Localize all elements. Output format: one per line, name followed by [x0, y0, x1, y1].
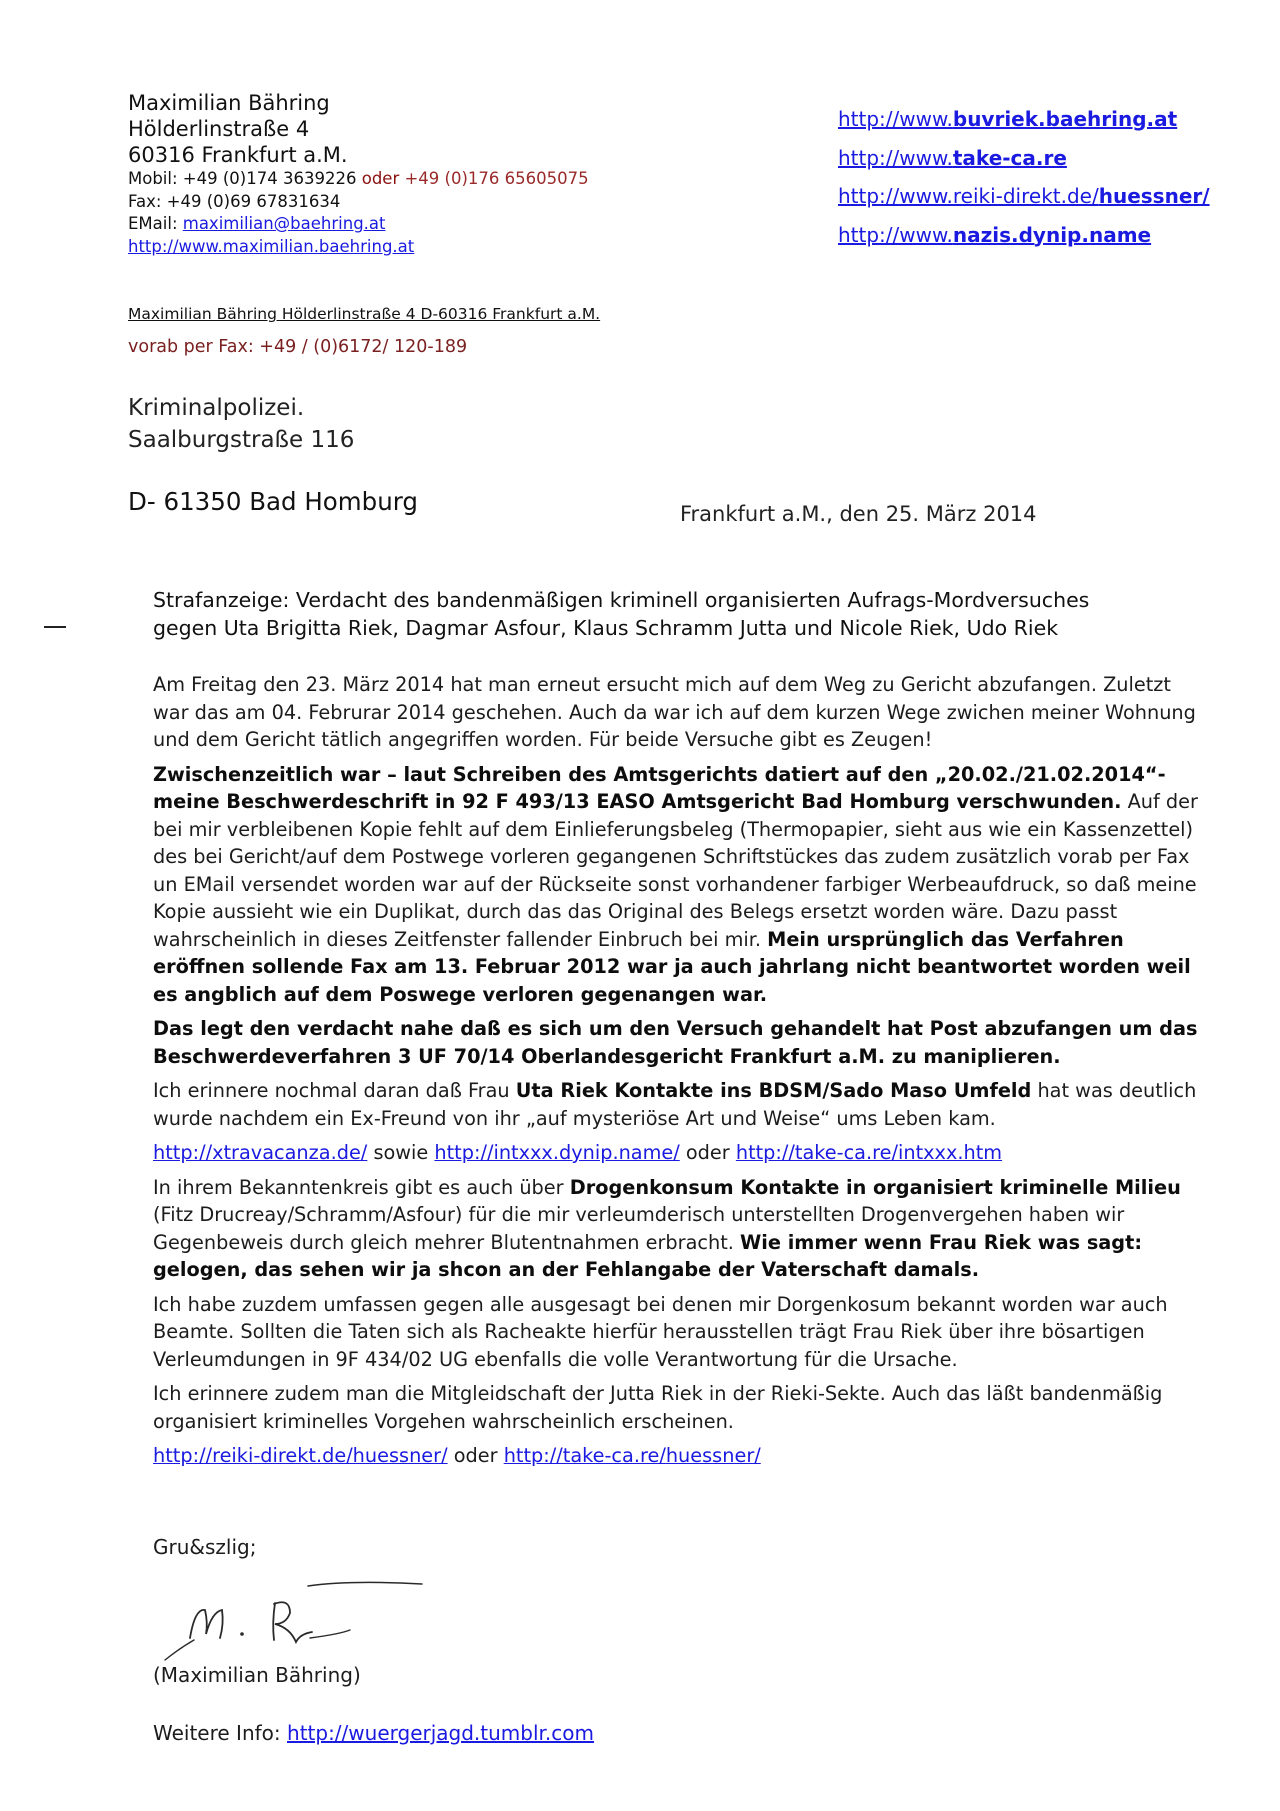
sender-name: Maximilian Bähring: [128, 91, 330, 115]
sender-block: [128, 90, 589, 258]
sender-fax-line: [128, 191, 589, 214]
header-link-1[interactable]: http://www.buvriek.baehring.at: [838, 107, 1178, 131]
mobile-2: +49 (0)176 65605075: [404, 169, 589, 188]
link-xtravacanza[interactable]: http://xtravacanza.de/: [153, 1141, 368, 1164]
paragraph-6: In ihrem Bekanntenkreis gibt es auch über Drogenkonsum Kontakte in organisiert kriminelle Milieu (Fitz Drucreay/Schramm/Asfour) für die mir verleumderisch unterstellten Drogenvergehen haben wir Gegenbeweis durch gleich mehrer Blutentnahmen erbracht. Wie immer wenn Frau Riek was sagt: gelogen, das sehen wir ja shcon an der Fehlangabe der Vaterschaft damals.: [153, 1175, 1181, 1281]
link-reiki-direkt[interactable]: http://reiki-direkt.de/huessner/: [153, 1444, 448, 1467]
subject-line-2: gegen Uta Brigitta Riek, Dagmar Asfour, Klaus Schramm Jutta und Nicole Riek, Udo Riek: [153, 616, 1059, 640]
paragraph-links-2: http://reiki-direkt.de/huessner/ oder http://take-ca.re/huessner/: [153, 1444, 761, 1467]
email-link[interactable]: maximilian@baehring.at: [182, 214, 386, 233]
greeting: Gru&szlig;: [153, 1535, 257, 1559]
paragraph-8: Ich erinnere zudem man die Mitgleidschaft der Jutta Riek in der Rieki-Sekte. Auch das läßt bandenmäßig organisiert kriminelles Vorgehen wahrscheinlich erscheinen.: [153, 1382, 1163, 1433]
handwritten-signature: [150, 1568, 480, 1668]
subject: [153, 586, 1089, 642]
paragraph-2: Zwischenzeitlich war – laut Schreiben des Amtsgerichts datiert auf den „20.02./21.02.2014“- meine Beschwerdeschrift in 92 F 493/13 EASO Amtsgericht Bad Homburg verschwunden. Auf der bei mir verbleibenen Kopie fehlt auf dem Einlieferungsbeleg (Thermopapier, sieht aus wie ein Kassenzettel) des bei Gericht/auf dem Postwege vorleren gegangenen Schriftstückes das zudem zusätzlich vorab per Fax un EMail versendet worden war auf der Rückseite sonst vorhandener farbiger Werbeaufdruck, so daß meine Kopie aussieht wie ein Duplikat, durch das das Original des Belegs ersetzt worden wäre. Dazu passt wahrscheinlich in dieses Zeitfenster fallender Einbruch bei mir. Mein ursprünglich das Verfahren eröffnen sollende Fax am 13. Februar 2012 war ja auch jahrlang nicht beantwortet worden weil es angblich auf dem Poswege verloren gegenangen war.: [153, 762, 1198, 1006]
mobile-1: +49 (0)174 3639226: [182, 169, 357, 188]
header-link-4[interactable]: http://www.nazis.dynip.name: [838, 222, 1152, 247]
recipient-line-1: Kriminalpolizei.: [128, 395, 305, 421]
recipient-line-2: Saalburgstraße 116: [128, 427, 355, 453]
header-link-2[interactable]: http://www.take-ca.re: [838, 145, 1067, 170]
paragraph-4: Ich erinnere nochmal daran daß Frau Uta Riek Kontakte ins BDSM/Sado Maso Umfeld hat was deutlich wurde nachdem ein Ex-Freund von ihr „auf mysteriöse Art und Weise“ ums Leben kam.: [153, 1079, 1197, 1130]
subject-line-1: Strafanzeige: Verdacht des bandenmäßigen kriminell organisierten Aufrags-Mordversuches: [153, 588, 1090, 612]
paragraph-1: Am Freitag den 23. März 2014 hat man erneut ersucht mich auf dem Weg zu Gericht abzufangen. Zuletzt war das am 04. Februrar 2014 geschehen. Auch da war ich auf dem kurzen Wege zwichen meiner Wohnung und dem Gericht tätlich angegriffen worden. Für beide Versuche gibt es Zeugen!: [153, 673, 1196, 751]
return-address-line: Maximilian Bähring Hölderlinstraße 4 D-60316 Frankfurt a.M.: [128, 305, 601, 323]
fax-note: vorab per Fax: +49 / (0)6172/ 120-189: [128, 337, 468, 357]
fold-mark: [44, 626, 66, 628]
header-links: [838, 100, 1210, 254]
link-intxxx[interactable]: http://intxxx.dynip.name/: [434, 1141, 680, 1164]
fax-label: Fax:: [128, 191, 162, 211]
more-info: [153, 1721, 594, 1745]
fax-number: +49 (0)69 67831634: [166, 191, 341, 211]
link-take-ca-intxxx[interactable]: http://take-ca.re/intxxx.htm: [735, 1141, 1003, 1164]
or-word: oder: [361, 169, 400, 188]
signer-name: (Maximilian Bähring): [153, 1663, 361, 1687]
link-take-ca-huessner[interactable]: http://take-ca.re/huessner/: [503, 1444, 761, 1467]
paragraph-7: Ich habe zuzdem umfassen gegen alle ausgesagt bei denen mir Dorgenkosum bekannt worden war auch Beamte. Sollten die Taten sich als Racheakte hierfür herausstellen trägt Frau Riek über ihre bösartigen Verleumdungen in 9F 434/02 UG ebenfalls die volle Verantwortung für die Ursache.: [153, 1292, 1168, 1371]
more-info-label: Weitere Info:: [153, 1721, 288, 1745]
recipient-city: D- 61350 Bad Homburg: [128, 487, 418, 516]
sender-street: Hölderlinstraße 4: [128, 117, 310, 141]
sender-website-line: [128, 236, 589, 259]
more-info-link[interactable]: http://wuergerjagd.tumblr.com: [287, 1721, 594, 1745]
paragraph-3: Das legt den verdacht nahe daß es sich um den Versuch gehandelt hat Post abzufangen um das Beschwerdeverfahren 3 UF 70/14 Oberlandesgericht Frankfurt a.M. zu maniplieren.: [153, 1017, 1198, 1068]
header-link-3[interactable]: http://www.reiki-direkt.de/huessner/: [838, 184, 1210, 208]
letter-body: [153, 671, 1203, 1477]
date-line: Frankfurt a.M., den 25. März 2014: [680, 502, 1037, 526]
mobile-label: Mobil:: [128, 169, 178, 188]
sender-city: 60316 Frankfurt a.M.: [128, 143, 348, 167]
recipient-block: [128, 392, 354, 456]
email-label: EMail:: [128, 214, 178, 233]
paragraph-links-1: http://xtravacanza.de/ sowie http://intxxx.dynip.name/ oder http://take-ca.re/intxxx.htm: [153, 1141, 1003, 1164]
website-link[interactable]: http://www.maximilian.baehring.at: [128, 236, 415, 256]
sender-email-line: [128, 213, 589, 236]
sender-mobile-line: [128, 168, 589, 191]
